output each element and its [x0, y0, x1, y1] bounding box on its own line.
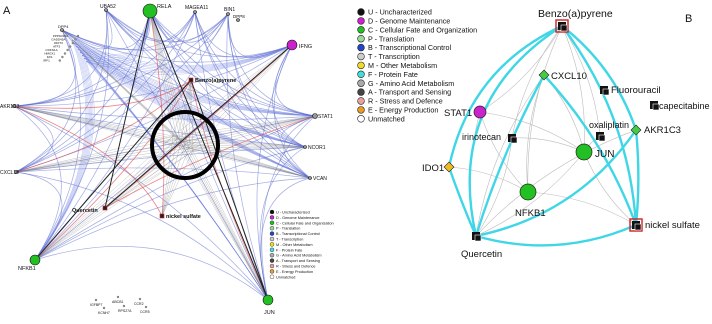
gene-marker: [123, 305, 125, 307]
legend-label: U - Uncharacterized: [368, 7, 432, 17]
node-b-fluorouracil[interactable]: [600, 85, 661, 96]
gene-marker: [61, 56, 63, 58]
node-label: nickel sulfate: [645, 220, 700, 231]
edge-75: [195, 12, 228, 43]
small-legend-item-10: [270, 264, 315, 269]
edge-b-4: [544, 75, 584, 152]
legend-swatch: [270, 248, 274, 252]
node-label: Quercetin: [461, 249, 503, 260]
legend-item-t: [358, 52, 420, 61]
legend-item-a: [358, 88, 452, 97]
edge-b-24: [636, 130, 638, 225]
legend-label: E - Energy Production: [368, 105, 439, 115]
legend-swatch: [270, 264, 274, 268]
legend-swatch: [358, 107, 365, 114]
gene-marker: [72, 42, 74, 44]
legend-label: R - Stress and Defence: [368, 96, 443, 106]
node-label: UBA52: [100, 4, 116, 10]
small-legend-item-0: [270, 210, 310, 215]
legend-swatch: [358, 71, 365, 78]
edge-1: [150, 11, 315, 116]
small-legend-item-5: [270, 237, 303, 242]
edge-b-0: [480, 26, 562, 112]
node-label: IRF1: [43, 58, 50, 63]
legend-label: Unmatched: [368, 114, 405, 124]
node-label: JUN: [264, 310, 275, 316]
cluster-node-irf1[interactable]: [43, 59, 61, 63]
legend-swatch: [270, 232, 274, 236]
node-label: AKR1C3: [0, 104, 20, 110]
legend-label: E - Energy Production: [276, 269, 314, 274]
bottom-node-igfbp7[interactable]: [90, 299, 103, 307]
legend-item-d: [358, 17, 451, 26]
legend-item-unmatched: [358, 114, 405, 123]
node-label: KCNH7: [98, 311, 110, 315]
node-b-ido1[interactable]: [422, 162, 454, 174]
bottom-node-abcb1[interactable]: [112, 296, 124, 304]
legend-label: D - Genome Maintenance: [276, 215, 320, 220]
legend-label: G - Amino Acid Metabolism: [368, 78, 455, 88]
legend-label: R - Stress and Defence: [276, 264, 316, 269]
node-b-nfkb1[interactable]: [515, 184, 546, 219]
legend-item-u: [358, 8, 432, 17]
edge-b-26: [476, 225, 636, 245]
legend-swatch: [270, 210, 274, 214]
legend-label: C - Cellular Fate and Organization: [276, 221, 334, 226]
legend-swatch: [358, 98, 365, 105]
gene-marker: [145, 306, 147, 308]
legend-swatch: [358, 89, 365, 96]
gene-marker: [95, 299, 97, 301]
edge-74: [62, 10, 112, 49]
legend-item-b: [358, 43, 452, 52]
edge-175: [185, 145, 268, 300]
legend-label: M - Other Metabolism: [368, 61, 438, 70]
legend-swatch: [358, 44, 365, 51]
node-a-magea11[interactable]: [185, 5, 208, 14]
gene-marker: [444, 162, 454, 172]
node-b-cxcl10[interactable]: [539, 70, 587, 82]
node-b-stat1[interactable]: [444, 106, 486, 119]
gene-marker: [309, 177, 312, 180]
node-label: STAT1: [444, 108, 473, 119]
category-legend: [358, 8, 477, 124]
node-label: IGFBP7: [90, 303, 103, 307]
node-label: STAT1: [318, 114, 333, 120]
node-label: Benzo(a)pyrene: [538, 8, 613, 20]
legend-swatch: [270, 242, 274, 246]
legend-item-g: [358, 79, 455, 88]
legend-swatch: [358, 35, 365, 42]
gene-marker: [67, 49, 69, 51]
node-label: Quercetin: [72, 208, 98, 214]
gene-marker: [313, 114, 318, 119]
drug-marker-shadow: [603, 89, 609, 95]
legend-swatch: [270, 215, 274, 219]
legend-label: U - Uncharacterized: [276, 210, 310, 215]
legend-label: F - Protein Fate: [368, 69, 418, 79]
legend-item-p: [358, 34, 415, 43]
node-label: Fluorouracil: [611, 85, 661, 96]
node-label: FAS: [46, 55, 53, 59]
legend-label: F - Protein Fate: [276, 248, 303, 253]
node-label: MAGEA11: [185, 5, 209, 11]
panel-a: [0, 4, 334, 316]
node-a-benzo[interactable]: [189, 78, 236, 84]
drug-marker: [103, 206, 107, 210]
gene-marker: [576, 144, 592, 160]
node-b-oxaliplatin[interactable]: [589, 120, 629, 141]
legend-label: T - Transcription: [368, 52, 420, 62]
legend-item-e: [358, 106, 439, 115]
node-a-ubas2[interactable]: [100, 4, 116, 12]
small-legend-item-7: [270, 248, 302, 253]
node-b-benzo[interactable]: [538, 8, 613, 32]
legend-swatch: [358, 80, 365, 87]
small-legend-item-12: [270, 275, 295, 280]
node-a-akr1c3[interactable]: [0, 104, 20, 110]
panel-b: [422, 8, 710, 260]
node-label: BIN1: [224, 7, 236, 13]
node-label: JUN: [595, 149, 615, 160]
node-label: HMOX1: [44, 51, 55, 56]
drug-marker: [160, 214, 164, 218]
drug-marker-shadow: [635, 224, 641, 230]
gene-marker: [30, 255, 40, 265]
legend-swatch: [270, 237, 274, 241]
small-legend-item-9: [270, 259, 320, 264]
legend-label: B - Transcriptional Control: [368, 43, 452, 53]
edge-b-25: [476, 130, 636, 236]
node-a-nickel[interactable]: [160, 214, 201, 220]
node-label: DDIT3: [54, 41, 63, 45]
legend-label: D - Genome Maintenance: [368, 16, 451, 26]
node-label: NCOR1: [308, 145, 326, 151]
node-a-dpp8[interactable]: [233, 14, 245, 22]
node-label: CXCL10: [551, 71, 587, 82]
node-b-irinotecan[interactable]: [462, 132, 517, 143]
node-a-stat1[interactable]: [313, 114, 334, 121]
small-legend-item-8: [270, 253, 322, 258]
legend-label: A - Transport and Sensing: [368, 87, 452, 97]
node-label: ATF3: [53, 44, 61, 49]
drug-marker-shadow: [561, 25, 567, 31]
node-b-quercetin[interactable]: [461, 232, 502, 260]
gene-marker: [103, 307, 105, 309]
node-a-quercetin[interactable]: [72, 206, 107, 214]
node-b-jun[interactable]: [576, 144, 614, 160]
edge-58: [14, 106, 61, 260]
node-label: NFKB1: [515, 208, 546, 219]
legend-label: Unmatched: [276, 275, 296, 280]
node-label: DPP4: [58, 24, 69, 29]
node-label: AKR1C3: [644, 125, 681, 136]
gene-marker: [69, 46, 71, 48]
node-label: RELA: [157, 4, 172, 10]
small-legend-item-2: [270, 221, 334, 226]
panel-a-edges: [14, 10, 315, 300]
drug-marker-shadow: [511, 137, 517, 143]
small-legend-item-1: [270, 215, 319, 220]
edge-50: [35, 246, 268, 300]
node-label: CCR5: [140, 310, 150, 314]
drug-marker-shadow: [475, 235, 481, 241]
panel-a-label: A: [3, 5, 11, 17]
gene-marker: [139, 298, 141, 300]
small-legend-item-11: [270, 269, 313, 274]
node-a-nfkb1[interactable]: [18, 255, 40, 272]
node-label: GADD45A: [51, 37, 66, 42]
edge-151: [185, 45, 292, 145]
node-a-ncor1[interactable]: [304, 145, 326, 151]
node-a-rela[interactable]: [143, 4, 172, 18]
node-label: oxaliplatin: [589, 120, 630, 130]
node-b-akr1c3[interactable]: [631, 125, 681, 136]
edge-57: [16, 172, 62, 260]
gene-marker: [287, 40, 297, 50]
small-legend-item-3: [270, 226, 300, 231]
node-a-jun[interactable]: [263, 295, 275, 316]
node-label: irinotecan: [462, 132, 502, 142]
legend-swatch: [358, 18, 365, 25]
gene-marker: [74, 39, 76, 41]
legend-swatch: [358, 9, 365, 16]
legend-label: C - Cellular Fate and Organization: [368, 25, 478, 35]
node-b-capecitabine[interactable]: [650, 101, 710, 111]
legend-label: A - Transport and Sensing: [276, 259, 320, 264]
legend-swatch: [270, 221, 274, 225]
legend-item-f: [358, 70, 418, 79]
gene-marker: [304, 146, 307, 149]
edge-b-12: [449, 167, 528, 192]
node-label: RPS27A: [118, 309, 132, 313]
node-b-nickel[interactable]: [630, 219, 700, 231]
node-label: nickel sulfate: [166, 214, 201, 220]
node-label: ABCB1: [112, 300, 124, 304]
legend-label: P - Translation: [368, 34, 415, 44]
edge-224: [35, 80, 191, 260]
node-a-ifng[interactable]: [287, 40, 312, 50]
legend-item-m: [358, 61, 438, 70]
node-a-cxcl10[interactable]: [0, 170, 19, 176]
bottom-node-rps27a[interactable]: [118, 305, 132, 313]
node-label: PPP1R15A: [52, 34, 68, 38]
gene-marker: [64, 53, 66, 55]
legend-label: B - Transcriptional Control: [276, 232, 320, 237]
legend-label: P - Translation: [276, 226, 301, 231]
node-a-vcan[interactable]: [309, 176, 328, 182]
edge-192: [14, 106, 181, 142]
gene-marker: [117, 296, 119, 298]
legend-swatch: [270, 269, 274, 273]
gene-marker: [474, 106, 486, 118]
node-a-dpp4[interactable]: [58, 24, 69, 32]
gene-marker: [520, 184, 536, 200]
bottom-node-ccr5[interactable]: [140, 306, 150, 314]
node-label: DPP8: [233, 14, 245, 19]
bottom-node-ccr2[interactable]: [134, 298, 144, 306]
node-label: IFNG: [299, 44, 313, 50]
node-label: VCAN: [313, 176, 327, 182]
legend-swatch: [358, 26, 365, 33]
legend-swatch: [270, 275, 274, 279]
edge-b-21: [449, 26, 562, 167]
legend-item-r: [358, 97, 443, 106]
node-label: Benzo(a)pyrene: [195, 78, 237, 84]
panel-b-label: B: [685, 13, 693, 25]
legend-swatch: [270, 226, 274, 230]
legend-swatch: [358, 115, 365, 122]
drug-marker: [189, 78, 193, 82]
legend-item-c: [358, 25, 477, 34]
panel-b-nodes: [422, 8, 710, 260]
bottom-node-kcnh7[interactable]: [98, 307, 110, 315]
node-label: CXCL10: [0, 170, 19, 176]
legend-label: M - Other Metabolism: [276, 242, 313, 247]
small-legend-item-6: [270, 242, 313, 247]
gene-marker: [77, 35, 79, 37]
gene-marker: [143, 4, 157, 18]
legend-swatch: [270, 253, 274, 257]
edge-b-17: [476, 130, 636, 236]
edge-b-27: [449, 167, 476, 236]
node-label: CDKN1A: [45, 48, 58, 52]
edge-212: [162, 148, 189, 216]
drug-marker-shadow: [599, 135, 605, 141]
legend-label: G - Amino Acid Metabolism: [276, 253, 322, 258]
legend-swatch: [270, 259, 274, 263]
node-label: IDO1: [422, 163, 445, 174]
gene-marker: [59, 60, 61, 62]
legend-swatch: [358, 53, 365, 60]
legend-label: T - Transcription: [276, 237, 304, 242]
small-legend-item-4: [270, 232, 320, 237]
legend-swatch: [358, 62, 365, 69]
node-label: capecitabine: [659, 101, 710, 111]
gene-marker: [263, 295, 273, 305]
node-label: CCR2: [134, 302, 144, 306]
panel-a-legend: [270, 210, 334, 279]
node-label: NFKB1: [18, 266, 36, 272]
